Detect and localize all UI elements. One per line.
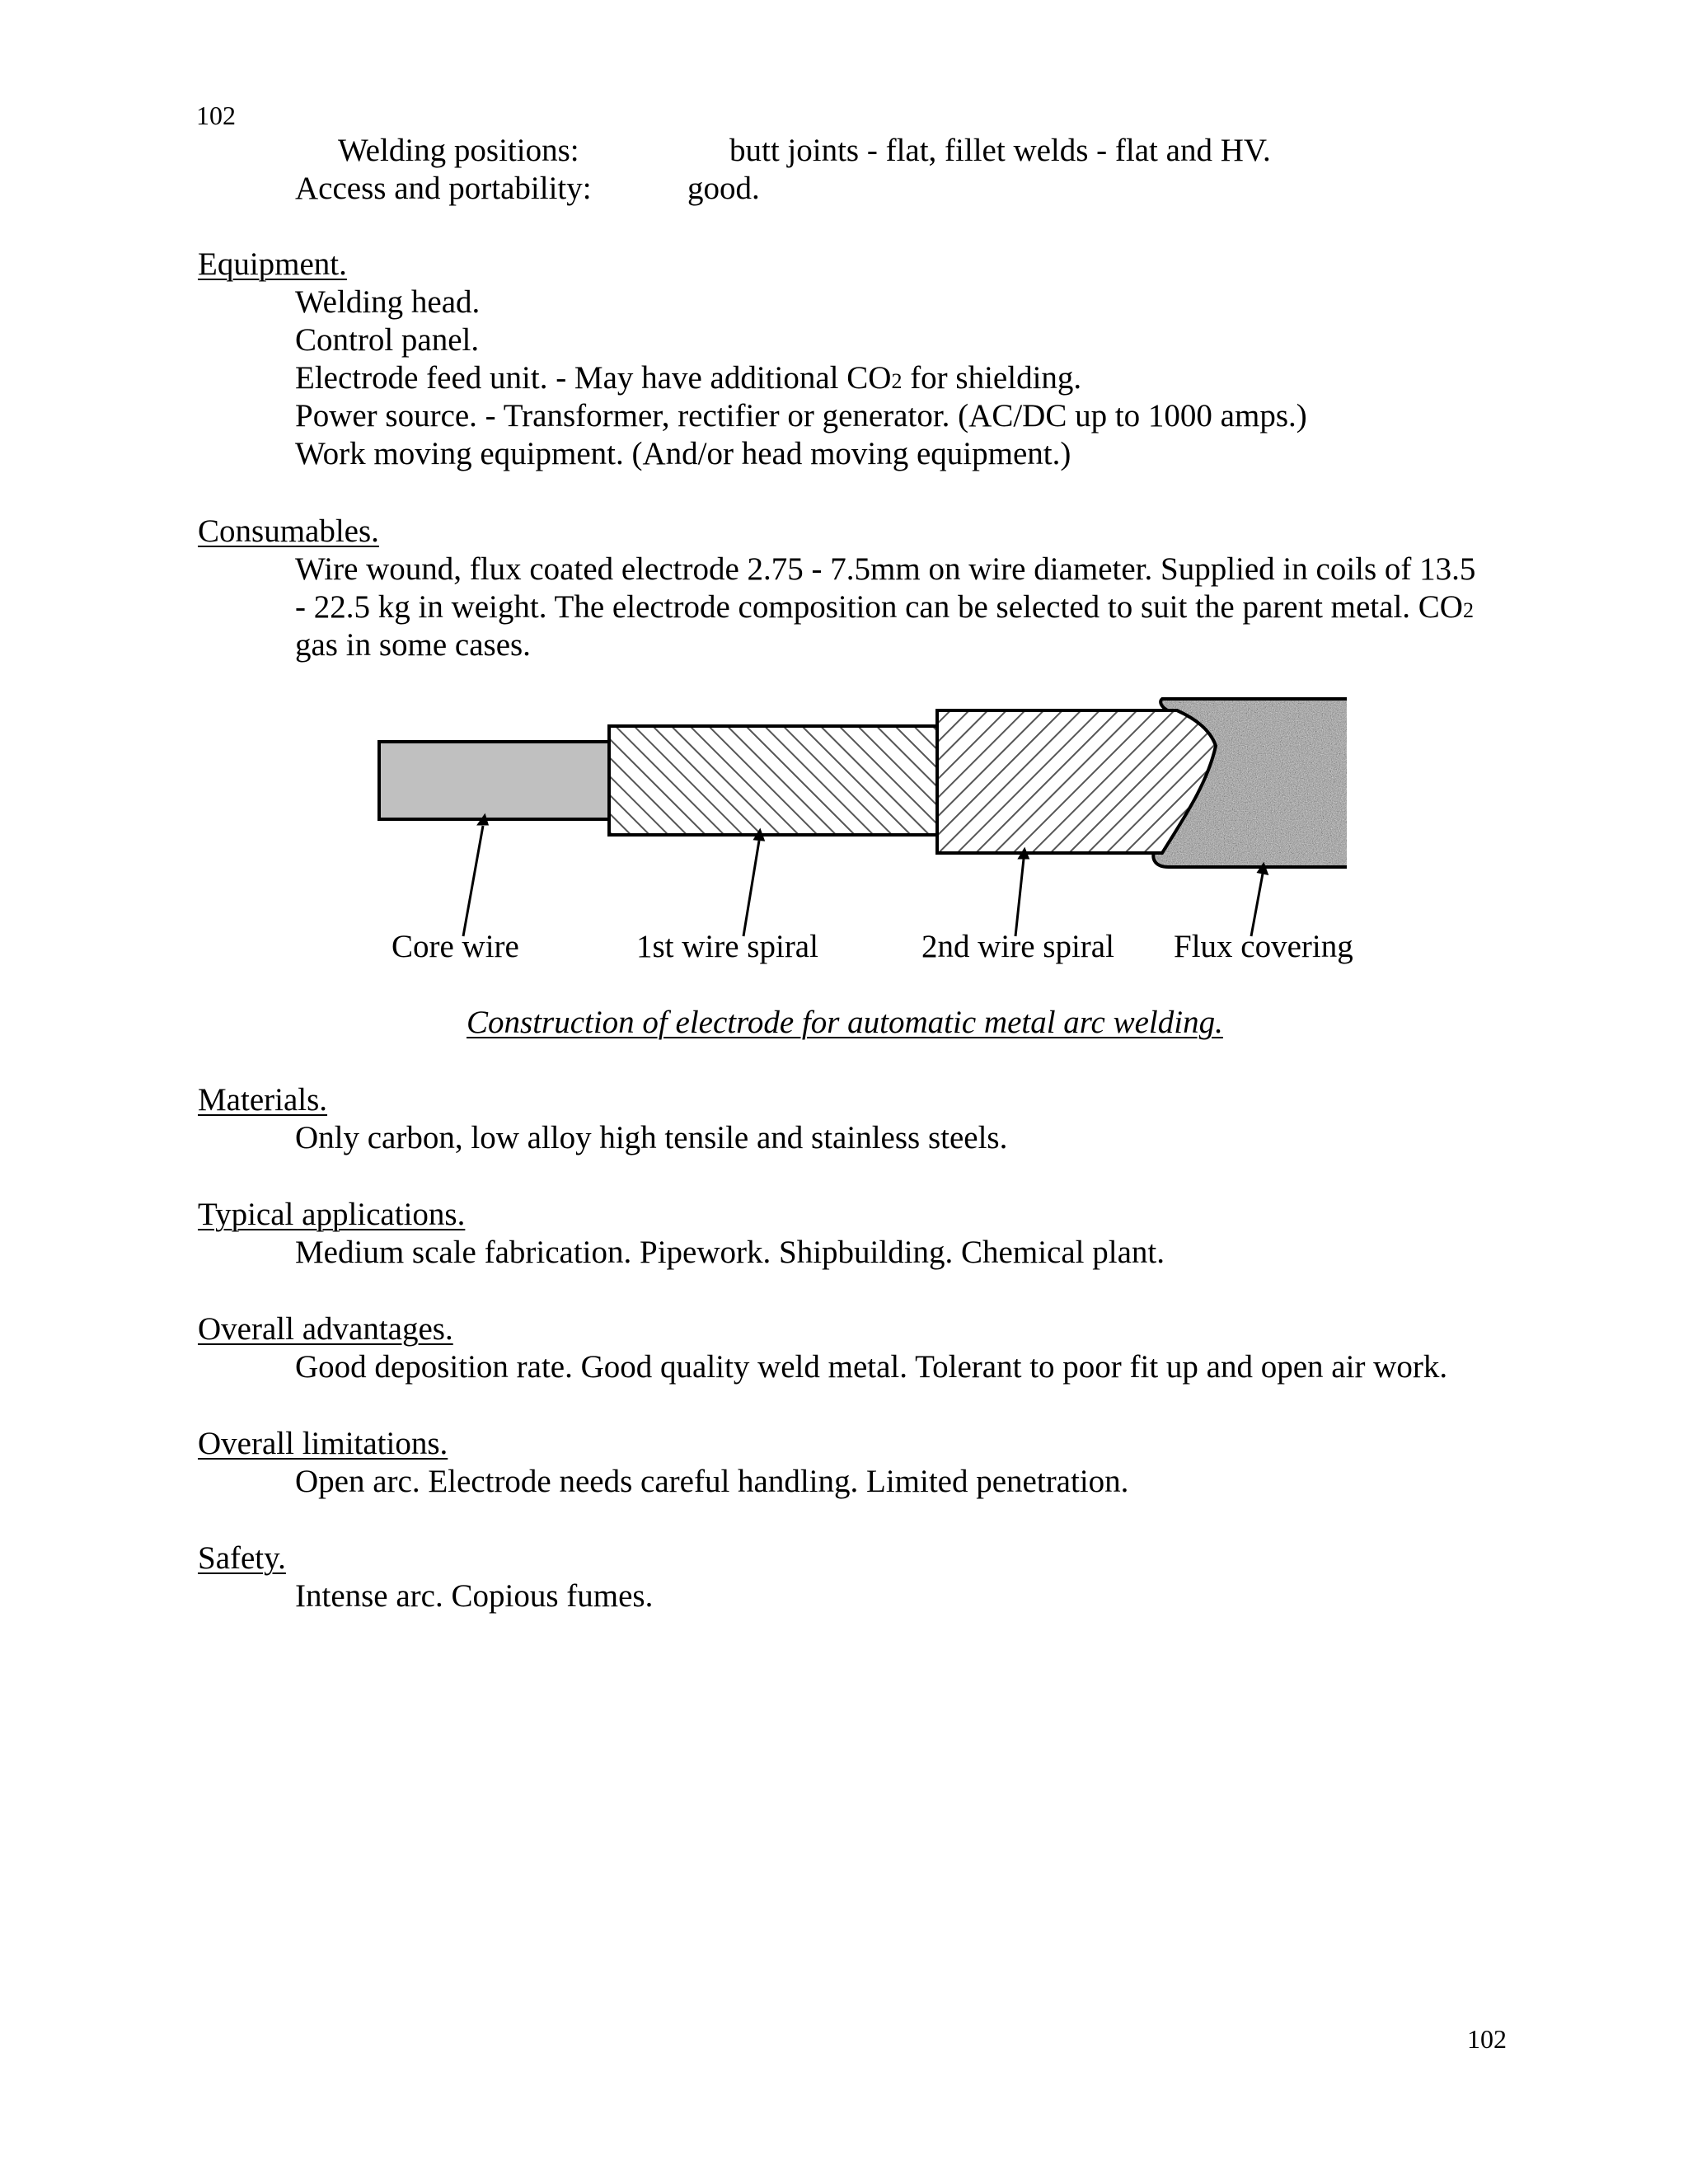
materials-text: Only carbon, low alloy high tensile and stainless steels.	[295, 1120, 1008, 1155]
access-portability-label: Access and portability:	[295, 171, 592, 206]
limitations-text: Open arc. Electrode needs careful handling. Limited penetration.	[295, 1464, 1129, 1499]
label-second-wire-spiral: 2nd wire spiral	[921, 929, 1114, 964]
welding-positions-label: Welding positions:	[338, 133, 579, 168]
equipment-item-work-moving: Work moving equipment. (And/or head moving equipment.)	[295, 436, 1071, 471]
feed-prefix: Electrode feed unit. - May have additional CO	[295, 360, 892, 396]
applications-text: Medium scale fabrication. Pipework. Shipbuilding. Chemical plant.	[295, 1235, 1165, 1270]
equipment-item-welding-head: Welding head.	[295, 284, 481, 320]
equipment-item-control-panel: Control panel.	[295, 322, 480, 358]
electrode-diagram	[0, 0, 1688, 1071]
advantages-heading: Overall advantages.	[198, 1311, 453, 1347]
first-wire-spiral-shape	[609, 726, 937, 835]
page-number-bottom: 102	[1467, 2024, 1507, 2054]
equipment-item-power-source: Power source. - Transformer, rectifier or generator. (AC/DC up to 1000 amps.)	[295, 398, 1307, 434]
feed-subscript: 2	[891, 369, 903, 393]
materials-heading: Materials.	[198, 1082, 328, 1118]
limitations-heading: Overall limitations.	[198, 1426, 448, 1461]
consumables-line-3: gas in some cases.	[295, 627, 531, 663]
feed-suffix: for shielding.	[902, 360, 1082, 396]
label-flux-covering: Flux covering	[1174, 929, 1353, 964]
core-wire-shape	[379, 742, 609, 819]
welding-positions-value: butt joints - flat, fillet welds - flat and HV.	[729, 133, 1271, 168]
applications-heading: Typical applications.	[198, 1197, 466, 1232]
safety-text: Intense arc. Copious fumes.	[295, 1578, 654, 1614]
equipment-heading: Equipment.	[198, 246, 347, 282]
label-first-wire-spiral: 1st wire spiral	[636, 929, 818, 964]
label-core-wire: Core wire	[392, 929, 519, 964]
figure-caption: Construction of electrode for automatic metal arc welding.	[467, 1005, 1223, 1040]
consumables-heading: Consumables.	[198, 513, 379, 549]
page-number-top: 102	[196, 101, 236, 130]
access-portability-value: good.	[687, 171, 760, 206]
second-wire-spiral-shape	[937, 710, 1216, 853]
consumables-line-2-text: - 22.5 kg in weight. The electrode composition can be selected to suit the parent metal. CO	[295, 589, 1463, 625]
safety-heading: Safety.	[198, 1540, 286, 1576]
consumables-line-2-subscript: 2	[1462, 598, 1474, 622]
advantages-text: Good deposition rate. Good quality weld metal. Tolerant to poor fit up and open air work.	[295, 1349, 1448, 1385]
consumables-line-1: Wire wound, flux coated electrode 2.75 - 7.5mm on wire diameter. Supplied in coils of 13.5	[295, 551, 1476, 587]
